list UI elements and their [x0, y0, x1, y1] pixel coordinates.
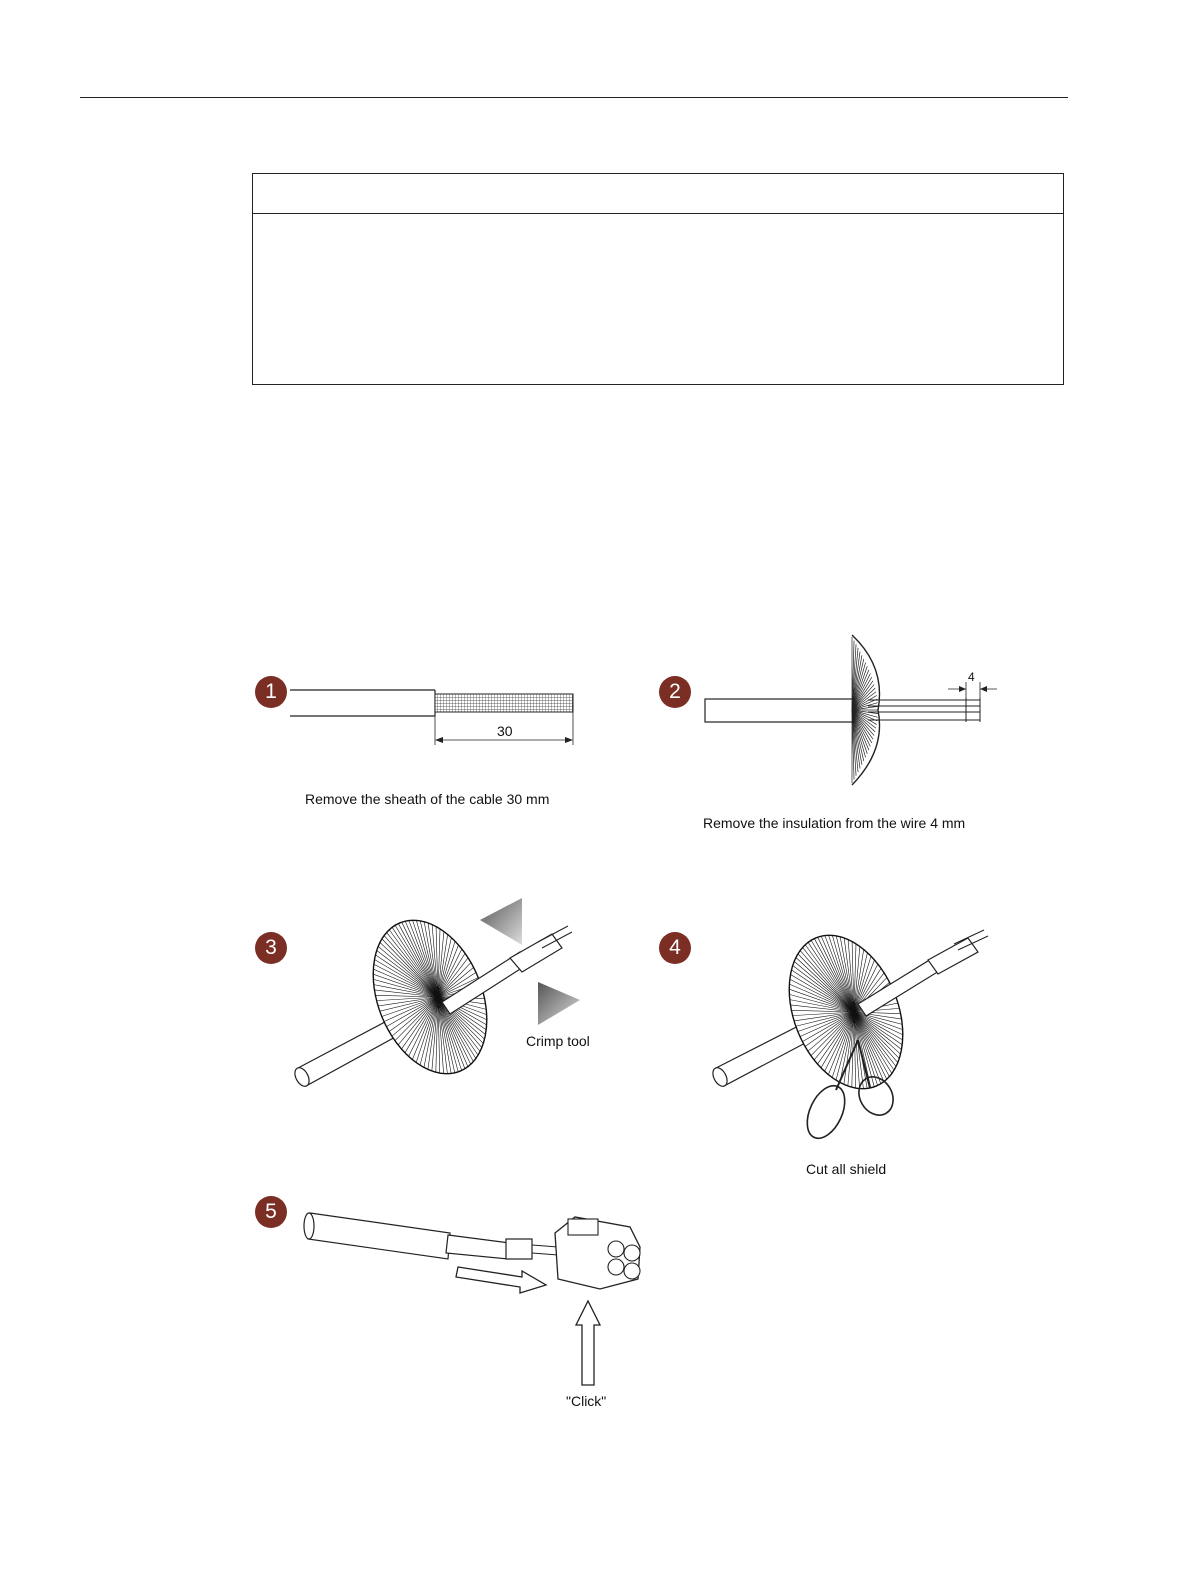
step-1-caption: Remove the sheath of the cable 30 mm [305, 791, 550, 807]
notice-box [252, 173, 1064, 385]
step-2-caption: Remove the insulation from the wire 4 mm [703, 815, 966, 831]
step-5-badge: 5 [255, 1196, 287, 1228]
step-5-click-label: "Click" [566, 1393, 607, 1409]
step-1-badge: 1 [255, 676, 287, 708]
step-3-tool-label: Crimp tool [526, 1033, 590, 1049]
step-2-badge: 2 [659, 676, 691, 708]
step-3-crimp-illustration [290, 890, 590, 1100]
step-4-cut-shield-illustration [708, 920, 998, 1150]
step-3-badge: 3 [255, 932, 287, 964]
step-2-dimension-label: 4 [968, 670, 975, 684]
step-2-cable-illustration [700, 632, 1000, 792]
header-rule [80, 97, 1068, 98]
notice-box-divider [253, 213, 1063, 214]
step-4-caption: Cut all shield [806, 1161, 887, 1177]
step-5-connector-illustration [300, 1205, 650, 1395]
step-4-badge: 4 [659, 932, 691, 964]
step-1-dimension-label: 30 [497, 723, 513, 739]
step-1-cable-illustration [290, 685, 580, 750]
